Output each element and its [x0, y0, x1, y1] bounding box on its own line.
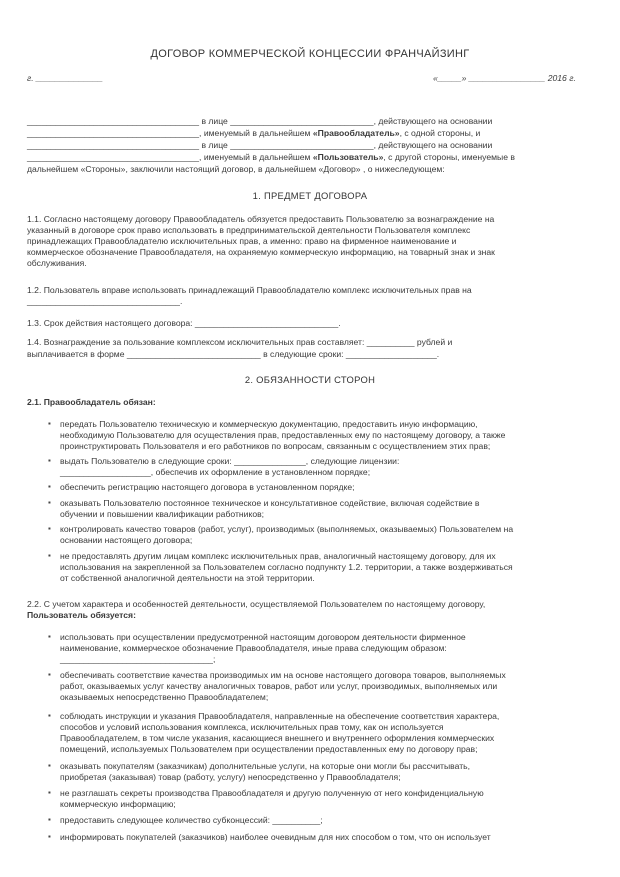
clause-1-1-line: принадлежащих Правообладателю исключительных прав, а именно: право на фирменное наименование и — [27, 236, 457, 246]
list-item-line: предоставить следующее количество субконцессий: __________; — [60, 815, 323, 825]
list-item-line: Правообладателем, в том числе указания, касающиеся внешнего и внутреннего оформления коммерческих — [60, 733, 495, 743]
list-item-line: способов и условий использования комплекса, исключительных прав тому, как он используется — [60, 722, 444, 732]
list-item-line: основании настоящего договора; — [60, 535, 193, 545]
clause-1-1-line: 1.1. Согласно настоящему договору Правообладатель обязуется предоставить Пользователю за вознаграждение на — [27, 214, 495, 224]
clause-2-2-label: Пользователь обязуется: — [27, 610, 136, 620]
list-item-line: не предоставлять другим лицам комплекс исключительных прав, аналогичный настоящему договору, для их — [60, 551, 496, 561]
list-item-line: информировать покупателей (заказчиков) наиболее очевидным для них способом о том, что он использует — [60, 832, 491, 842]
list-item-line: контролировать качество товаров (работ, услуг), производимых (выполняемых, оказываемых) Пользователем на — [60, 524, 514, 534]
clause-1-1-line: указанный в договоре срок право использовать в предпринимательской деятельности Пользователя комплекс — [27, 225, 471, 235]
bullet-icon: ▪ — [48, 832, 51, 841]
bullet-icon: ▪ — [48, 761, 51, 770]
preamble-line: ____________________________________ в лице ______________________________, действующего на основании — [27, 140, 493, 150]
list-item-line: выдать Пользователю в следующие сроки: _______________, следующие лицензии: — [60, 456, 400, 466]
clause-1-2-line: ________________________________. — [27, 296, 183, 306]
list-item-line: обеспечить регистрацию настоящего договора в установленном порядке; — [60, 482, 355, 492]
bullet-icon: ▪ — [48, 456, 51, 465]
bullet-icon: ▪ — [48, 482, 51, 491]
preamble-text: ____________________________________, именуемый в дальнейшем — [27, 128, 313, 138]
list-item-line: работ, оказываемых услуг качеству аналогичных товаров, работ или услуг, производимых, выполняемых или — [60, 681, 498, 691]
bullet-icon: ▪ — [48, 632, 51, 641]
party-name: «Правообладатель» — [312, 128, 400, 138]
list-item-line: оказывать покупателям (заказчикам) дополнительные услуги, на которые они могли бы рассчитывать, — [60, 761, 471, 771]
clause-1-4-line: 1.4. Вознаграждение за пользование комплексом исключительных прав составляет: __________ рублей и — [27, 337, 453, 347]
clause-2-1-label: 2.1. Правообладатель обязан: — [27, 397, 156, 407]
list-item-line: коммерческую информацию; — [60, 799, 176, 809]
list-item-line: обеспечивать соответствие качества производимых им на основе настоящего договора товаров, выполняемых — [60, 670, 506, 680]
bullet-icon: ▪ — [48, 498, 51, 507]
list-item-line: не разглашать секреты производства Правообладателя и другую полученную от него конфиденциальную — [60, 788, 484, 798]
preamble-text: , с другой стороны, именуемые в — [383, 152, 515, 162]
bullet-icon: ▪ — [48, 815, 51, 824]
section-1-heading: 1. ПРЕДМЕТ ДОГОВОРА — [252, 190, 368, 201]
party-name: «Пользователь» — [312, 152, 384, 162]
preamble-line: ____________________________________ в лице ______________________________, действующего на основании — [27, 116, 493, 126]
clause-1-3: 1.3. Срок действия настоящего договора: ______________________________. — [27, 318, 341, 328]
clause-1-1-line: обслуживания. — [27, 258, 87, 268]
list-item-line: необходимую Пользователю для осуществления прав, предоставленных ему по настоящему договору, а также — [60, 430, 506, 440]
list-item-line: наименование, коммерческое обозначение Правообладателя, иные права следующим образом: — [60, 643, 447, 653]
clause-1-2-line: 1.2. Пользователь вправе использовать принадлежащий Правообладателю комплекс исключительных прав на — [27, 285, 472, 295]
list-item-line: ___________________, обеспечив их оформление в установленном порядке; — [60, 467, 371, 477]
city-line: г. ______________ — [27, 73, 103, 83]
list-item-line: оказываемых непосредственно Правообладателем; — [60, 692, 269, 702]
list-item-line: ________________________________; — [60, 654, 216, 664]
preamble-line: дальнейшем «Стороны», заключили настоящий договор, в дальнейшем «Договор» , о нижеследующем: — [27, 164, 445, 174]
bullet-icon: ▪ — [48, 551, 51, 560]
bullet-icon: ▪ — [48, 524, 51, 533]
list-item-line: приобретая (заказывая) товар (работу, услугу) непосредственно у Правообладателя; — [60, 772, 401, 782]
list-item-line: от собственной аналогичной деятельности на этой территории. — [60, 573, 315, 583]
section-2-heading: 2. ОБЯЗАННОСТИ СТОРОН — [244, 374, 376, 385]
clause-1-4-line: выплачивается в форме ____________________________ в следующие сроки: ___________________. — [27, 349, 440, 359]
list-item-line: использовать при осуществлении предусмотренной настоящим договором деятельности фирменное — [60, 632, 466, 642]
clause-2-2-intro: 2.2. С учетом характера и особенностей деятельности, осуществляемой Пользователем по настоящему договору, — [27, 599, 486, 609]
date-line: «_____» ________________ 2016 г. — [433, 73, 576, 83]
list-item-line: передать Пользователю техническую и коммерческую документацию, предоставить иную информацию, — [60, 419, 478, 429]
list-item-line: помещений, используемых Пользователем при осуществлении предоставленных ему по договору прав; — [60, 744, 478, 754]
preamble-line — [27, 152, 515, 163]
bullet-icon: ▪ — [48, 788, 51, 797]
list-item-line: обучении и повышении квалификации работников; — [60, 509, 265, 519]
document-title: ДОГОВОР КОММЕРЧЕСКОЙ КОНЦЕССИИ ФРАНЧАЙЗИНГ — [150, 48, 470, 60]
list-item-line: оказывать Пользователю постоянное техническое и консультативное содействие, включая содействие в — [60, 498, 480, 508]
preamble-text: ____________________________________, именуемый в дальнейшем — [27, 152, 313, 162]
bullet-icon: ▪ — [48, 419, 51, 428]
list-item-line: проинструктировать Пользователя и его работников по вопросам, связанным с осуществлением этих прав; — [60, 441, 491, 451]
clause-1-1-line: коммерческое обозначение Правообладателя, на охраняемую коммерческую информацию, на товарный знак и знак — [27, 247, 495, 257]
preamble-text: , с одной стороны, и — [399, 128, 481, 138]
bullet-icon: ▪ — [48, 711, 51, 720]
list-item-line: использования на закрепленной за Пользователем согласно подпункту 1.2. территории, а также воздерживаться — [60, 562, 513, 572]
bullet-icon: ▪ — [48, 670, 51, 679]
list-item-line: соблюдать инструкции и указания Правообладателя, направленные на обеспечение соответствия характера, — [60, 711, 500, 721]
preamble-line — [27, 128, 480, 139]
